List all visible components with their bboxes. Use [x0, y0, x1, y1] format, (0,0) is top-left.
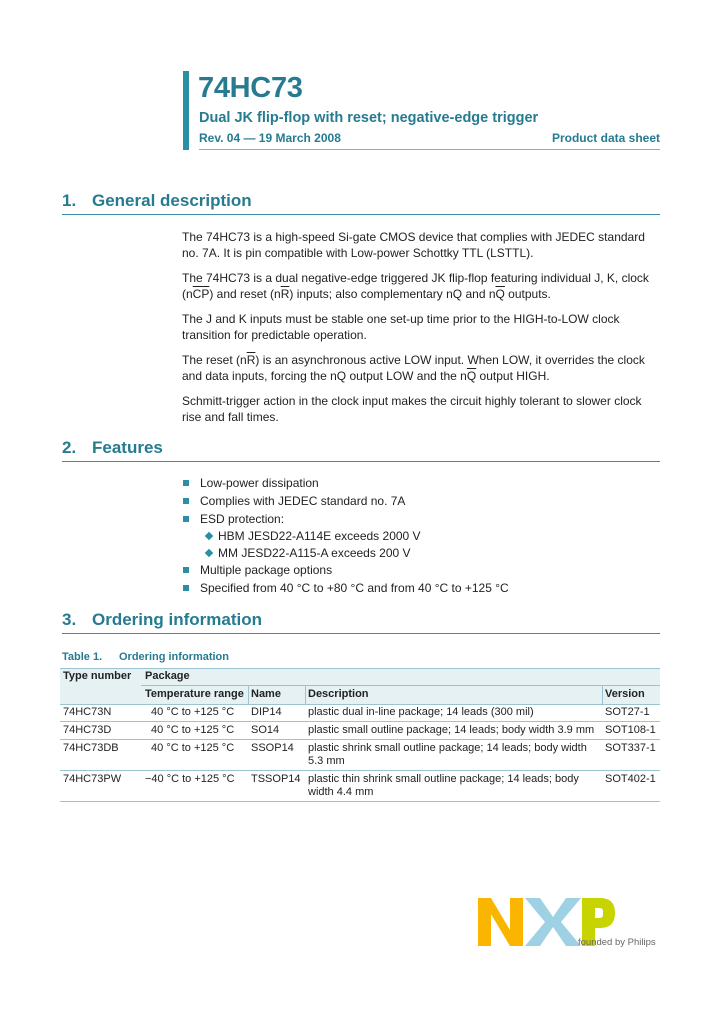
overlined-signal: $\overline{R}$: [280, 287, 290, 301]
section-title: General description: [92, 191, 252, 210]
cell-description: plastic shrink small outline package; 14 leads; body width 5.3 mm: [308, 742, 587, 767]
table-column-divider: [602, 686, 603, 704]
cell-version: SOT337-1: [605, 742, 656, 754]
table-column-divider: [305, 686, 306, 704]
col-header-version: Version: [605, 688, 645, 700]
general-paragraph-3: The J and K inputs must be stable one set-up time prior to the HIGH-to-LOW clock transition for predictable operation.: [182, 312, 620, 342]
cell-type-number: 74HC73PW: [63, 773, 122, 785]
overlined-signal: $\overline{R}$: [246, 353, 256, 367]
overlined-signal: $\overline{CP}$: [192, 287, 210, 301]
square-bullet-icon: [183, 480, 189, 486]
text-run: ) is an asynchronous active LOW input. When LOW, it overrides the clock and data inputs, forcing the nQ output LOW and the n: [182, 353, 645, 383]
feature-subitem: HBM JESD22-A114E exceeds 2000 V: [218, 529, 421, 543]
table-rule: [60, 668, 660, 669]
cell-temperature-range: 40 °C to +125 °C: [148, 724, 235, 736]
section-number: 2.: [62, 438, 77, 457]
square-bullet-icon: [183, 516, 189, 522]
table-rule: [60, 704, 660, 705]
diamond-bullet-icon: [205, 532, 213, 540]
cell-description: plastic dual in-line package; 14 leads (300 mil): [308, 706, 534, 718]
diamond-bullet-icon: [205, 549, 213, 557]
feature-subitem: MM JESD22-A115-A exceeds 200 V: [218, 546, 411, 560]
cell-temperature-range: 40 °C to +125 °C: [148, 706, 235, 718]
section-number: 1.: [62, 191, 77, 210]
section-title: Features: [92, 438, 163, 457]
text-run: ) and reset (n: [209, 287, 281, 301]
logo-letter-x: [525, 898, 581, 946]
cell-type-number: 74HC73D: [63, 724, 112, 736]
text-run: output HIGH.: [476, 369, 550, 383]
square-bullet-icon: [183, 567, 189, 573]
col-header-temperature-range: Temperature range: [145, 688, 244, 700]
header-divider: [199, 149, 660, 150]
general-paragraph-1: The 74HC73 is a high-speed Si-gate CMOS device that complies with JEDEC standard no. 7A. It is pin compatible with Low-power Schottky TTL (LSTTL).: [182, 230, 645, 260]
cell-package-name: DIP14: [251, 706, 282, 718]
cell-type-number: 74HC73N: [63, 706, 112, 718]
cell-package-name: SO14: [251, 724, 280, 736]
table-rule: [60, 770, 660, 771]
col-header-name: Name: [251, 688, 281, 700]
table-rule: [141, 685, 660, 686]
text-run: outputs.: [504, 287, 551, 301]
cell-temperature-range: −40 °C to +125 °C: [145, 773, 235, 785]
header-accent-bar: [183, 71, 189, 150]
cell-package-name: SSOP14: [251, 742, 294, 754]
section-heading-ordering: [62, 611, 660, 634]
cell-version: SOT402-1: [605, 773, 656, 785]
text-run: The 74HC73 is a dual negative-edge triggered JK flip-flop featuring individual J, K, clock (n: [182, 271, 649, 301]
table-rule: [60, 721, 660, 722]
table-caption-title: Ordering information: [119, 651, 229, 663]
section-title: Ordering information: [92, 610, 262, 629]
document-subtitle: Dual JK flip-flop with reset; negative-edge trigger: [199, 110, 539, 126]
overlined-signal: $\overline{Q}$: [466, 369, 477, 383]
cell-version: SOT27-1: [605, 706, 650, 718]
general-paragraph-5: Schmitt-trigger action in the clock input makes the circuit highly tolerant to slower clock rise and fall times.: [182, 394, 642, 424]
feature-item: Complies with JEDEC standard no. 7A: [200, 494, 406, 508]
text-run: The reset (n: [182, 353, 247, 367]
cell-description: plastic small outline package; 14 leads; body width 3.9 mm: [308, 724, 595, 736]
cell-package-name: TSSOP14: [251, 773, 301, 785]
general-paragraph-2: [182, 270, 662, 302]
col-header-description: Description: [308, 688, 369, 700]
square-bullet-icon: [183, 498, 189, 504]
table-caption-number: Table 1.: [62, 651, 103, 663]
overlined-signal: $\overline{Q}$: [495, 287, 505, 301]
logo-tagline: founded by Philips: [578, 937, 656, 948]
cell-type-number: 74HC73DB: [63, 742, 119, 754]
feature-item: Multiple package options: [200, 563, 333, 577]
section-number: 3.: [62, 610, 77, 629]
feature-item: ESD protection:: [200, 512, 285, 526]
general-paragraph-4: [182, 352, 662, 384]
section-heading-features: [62, 439, 660, 462]
table-rule: [60, 739, 660, 740]
table-rule: [60, 801, 660, 802]
col-header-type-number: Type number: [63, 670, 132, 682]
col-header-package: Package: [145, 670, 190, 682]
document-type: Product data sheet: [551, 131, 660, 145]
revision-info: Rev. 04 — 19 March 2008: [199, 131, 341, 145]
table-column-divider: [248, 686, 249, 704]
logo-letter-n: [478, 898, 523, 946]
cell-temperature-range: 40 °C to +125 °C: [148, 742, 235, 754]
feature-item: Specified from 40 °C to +80 °C and from 40 °C to +125 °C: [200, 581, 509, 595]
text-run: ) inputs; also complementary nQ and n: [289, 287, 496, 301]
document-title: 74HC73: [198, 72, 303, 104]
feature-item: Low-power dissipation: [200, 476, 319, 490]
square-bullet-icon: [183, 585, 189, 591]
section-heading-general: [62, 192, 660, 215]
cell-description: plastic thin shrink small outline package; 14 leads; body width 4.4 mm: [308, 773, 579, 798]
cell-version: SOT108-1: [605, 724, 656, 736]
